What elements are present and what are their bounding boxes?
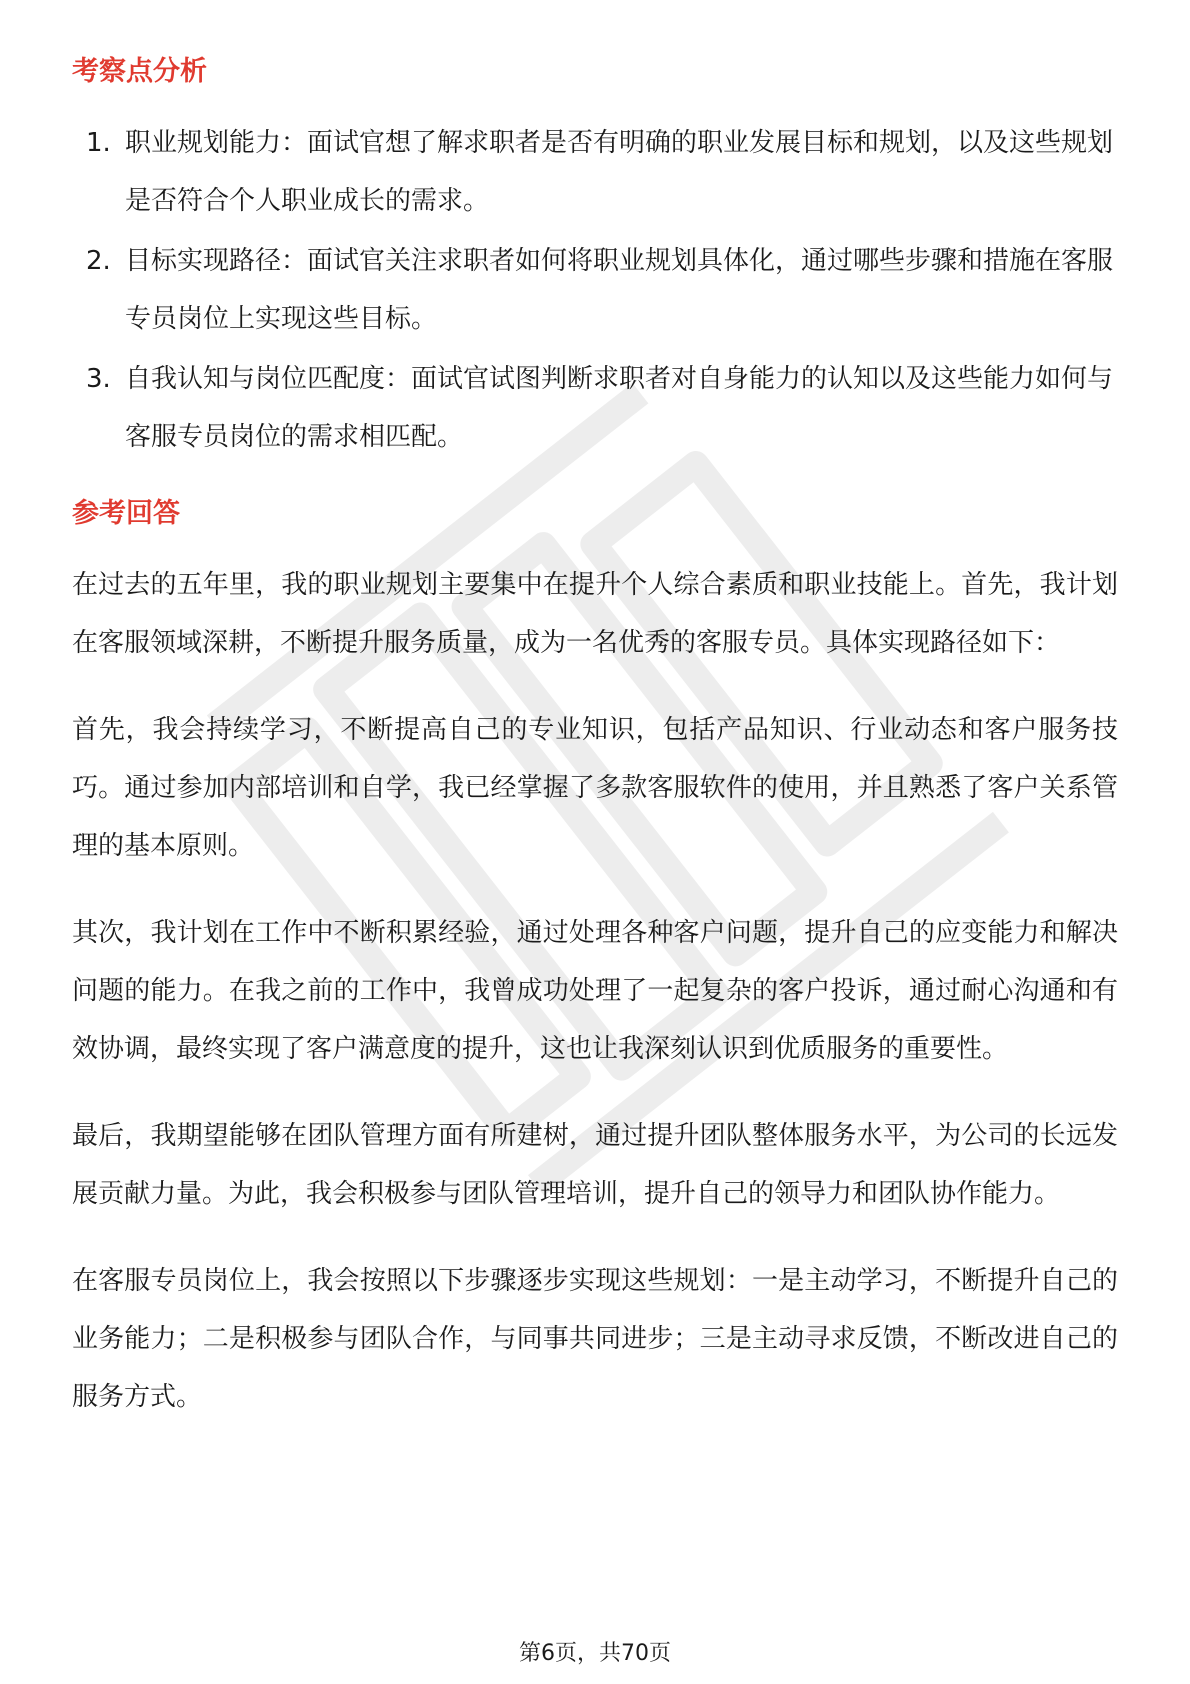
list-text: 自我认知与岗位匹配度：面试官试图判断求职者对自身能力的认知以及这些能力如何与客服专员岗位的需求相匹配。 bbox=[125, 364, 1114, 452]
list-text: 职业规划能力：面试官想了解求职者是否有明确的职业发展目标和规划，以及这些规划是否符合个人职业成长的需求。 bbox=[125, 128, 1114, 216]
analysis-heading: 考察点分析 bbox=[72, 56, 207, 87]
answer-paragraph: 首先，我会持续学习，不断提高自己的专业知识，包括产品知识、行业动态和客户服务技巧。通过参加内部培训和自学，我已经掌握了多款客服软件的使用，并且熟悉了客户关系管理的基本原则。 bbox=[72, 715, 1118, 861]
list-item bbox=[72, 350, 1118, 466]
list-item bbox=[72, 114, 1118, 230]
answer-paragraph: 其次，我计划在工作中不断积累经验，通过处理各种客户问题，提升自己的应变能力和解决问题的能力。在我之前的工作中，我曾成功处理了一起复杂的客户投诉，通过耐心沟通和有效协调，最终实现了客户满意度的提升，这也让我深刻认识到优质服务的重要性。 bbox=[72, 918, 1118, 1064]
list-text: 目标实现路径：面试官关注求职者如何将职业规划具体化，通过哪些步骤和措施在客服专员岗位上实现这些目标。 bbox=[125, 246, 1114, 334]
content bbox=[72, 52, 1118, 1455]
list-number: 1. bbox=[86, 128, 111, 158]
analysis-list bbox=[72, 114, 1118, 466]
answer-paragraph: 最后，我期望能够在团队管理方面有所建树，通过提升团队整体服务水平，为公司的长远发展贡献力量。为此，我会积极参与团队管理培训，提升自己的领导力和团队协作能力。 bbox=[72, 1121, 1118, 1209]
page-number: 第6页，共70页 bbox=[519, 1641, 671, 1666]
list-number: 3. bbox=[86, 364, 111, 394]
answer-paragraph: 在客服专员岗位上，我会按照以下步骤逐步实现这些规划：一是主动学习，不断提升自己的业务能力；二是积极参与团队合作，与同事共同进步；三是主动寻求反馈，不断改进自己的服务方式。 bbox=[72, 1266, 1118, 1412]
list-number: 2. bbox=[86, 246, 111, 276]
list-item bbox=[72, 232, 1118, 348]
answer-heading: 参考回答 bbox=[72, 498, 180, 529]
answer-paragraph: 在过去的五年里，我的职业规划主要集中在提升个人综合素质和职业技能上。首先，我计划在客服领域深耕，不断提升服务质量，成为一名优秀的客服专员。具体实现路径如下： bbox=[72, 570, 1118, 658]
